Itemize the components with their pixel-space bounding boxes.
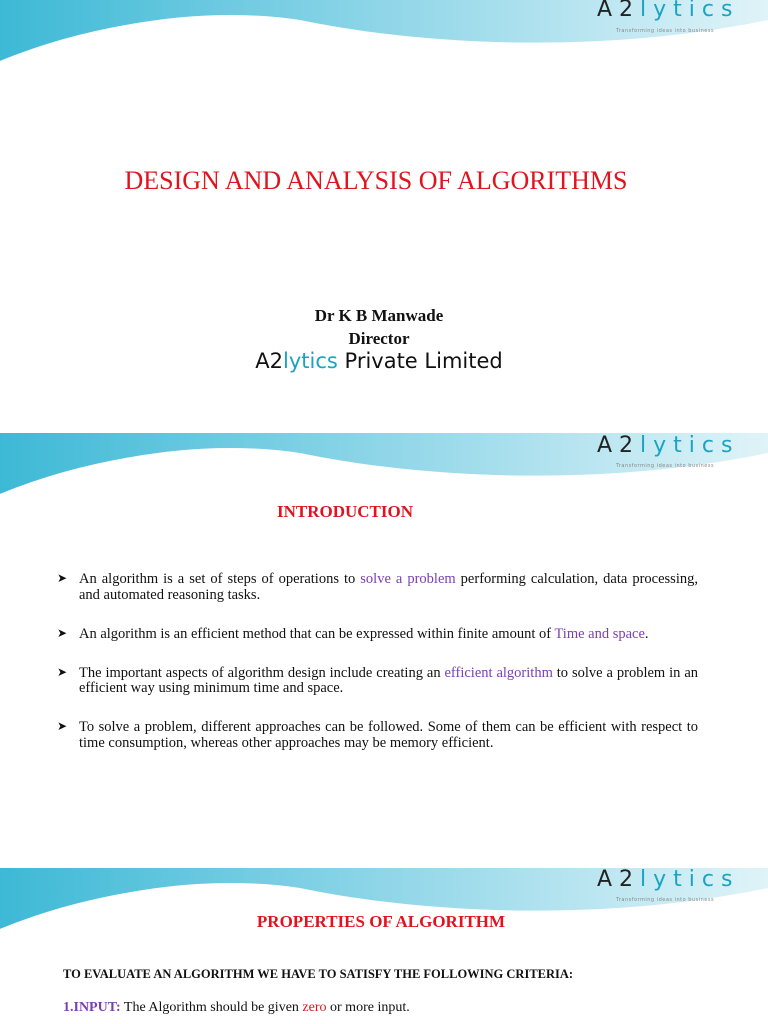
- author-block: [0, 304, 758, 350]
- slide-heading: INTRODUCTION: [276, 502, 414, 521]
- brand-tagline: Transforming ideas into business: [616, 28, 715, 34]
- list-item: ➤ An algorithm is a set of steps of operations to solve a problem performing calculation, data processing, and automated reasoning tasks.: [57, 571, 698, 603]
- input-label: 1.INPUT:: [63, 1000, 121, 1015]
- brand-tagline: Transforming ideas into business: [616, 463, 715, 469]
- arrow-bullet-icon: ➤: [57, 625, 68, 640]
- list-item: ➤ An algorithm is an efficient method that can be expressed within finite amount of Time and space.: [57, 625, 649, 642]
- author-name: Dr K B Manwade: [314, 306, 444, 325]
- brand-logo: A2lytics: [597, 433, 740, 458]
- arrow-bullet-icon: ➤: [57, 719, 68, 733]
- list-item: ➤ The important aspects of algorithm design include creating an efficient algorithm to solve a problem in an efficient way using minimum time and space.: [57, 664, 698, 696]
- brand-logo: A2lytics: [597, 0, 740, 22]
- brand-tagline: Transforming ideas into business: [616, 897, 715, 903]
- criteria-heading: TO EVALUATE AN ALGORITHM WE HAVE TO SATISFY THE FOLLOWING CRITERIA:: [63, 967, 574, 981]
- company-name: A2lytics Private Limited: [255, 349, 503, 373]
- list-item: ➤ To solve a problem, different approaches can be followed. Some of them can be efficient with respect to time consumption, whereas other approaches may be memory efficient.: [57, 719, 698, 751]
- author-role: Director: [348, 329, 410, 348]
- title-slide: [0, 0, 768, 430]
- brand-logo: A2lytics: [597, 868, 740, 892]
- slide-heading: PROPERTIES OF ALGORITHM: [256, 912, 506, 931]
- input-property: 1.INPUT: The Algorithm should be given zero or more input.: [63, 1000, 410, 1015]
- bullet-list: [57, 572, 698, 775]
- properties-slide: [0, 868, 768, 1024]
- arrow-bullet-icon: ➤: [57, 664, 68, 679]
- introduction-slide: [0, 433, 768, 863]
- arrow-bullet-icon: ➤: [57, 571, 68, 585]
- presentation-title: DESIGN AND ANALYSIS OF ALGORITHMS: [124, 166, 628, 195]
